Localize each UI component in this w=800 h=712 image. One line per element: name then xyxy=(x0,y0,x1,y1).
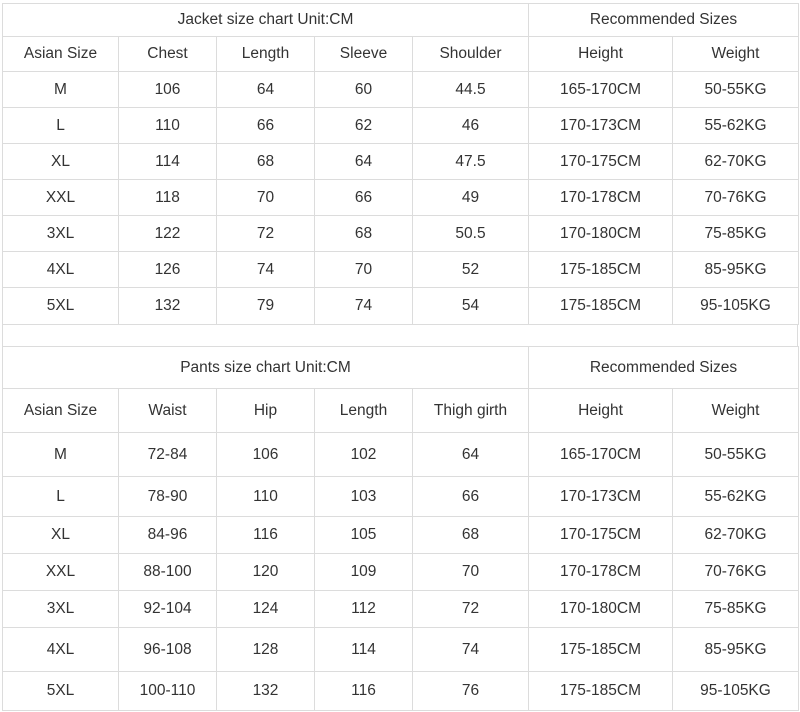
table-row xyxy=(3,554,799,591)
table-cell: XL xyxy=(3,144,119,180)
table-row xyxy=(3,180,799,216)
table-cell: 64 xyxy=(217,72,315,108)
table-cell: M xyxy=(3,433,119,477)
table-cell: 44.5 xyxy=(413,72,529,108)
table-cell: 100-110 xyxy=(119,672,217,711)
table-cell: 5XL xyxy=(3,288,119,325)
table-row xyxy=(3,144,799,180)
table-row xyxy=(3,591,799,628)
table-cell: 120 xyxy=(217,554,315,591)
table-cell: 70 xyxy=(217,180,315,216)
pants-recommended-title: Recommended Sizes xyxy=(529,347,799,389)
jacket-recommended-title: Recommended Sizes xyxy=(529,4,799,37)
table-cell: 50-55KG xyxy=(673,433,799,477)
table-cell: 78-90 xyxy=(119,477,217,517)
column-header: Asian Size xyxy=(3,389,119,433)
table-cell: 116 xyxy=(315,672,413,711)
table-row xyxy=(3,252,799,288)
table-cell: 52 xyxy=(413,252,529,288)
jacket-table-title: Jacket size chart Unit:CM xyxy=(3,4,529,37)
table-cell: 55-62KG xyxy=(673,108,799,144)
table-cell: XL xyxy=(3,517,119,554)
jacket-size-table xyxy=(2,3,799,325)
table-cell: 96-108 xyxy=(119,628,217,672)
table-cell: 106 xyxy=(217,433,315,477)
table-cell: 118 xyxy=(119,180,217,216)
table-cell: 68 xyxy=(413,517,529,554)
table-cell: 175-185CM xyxy=(529,672,673,711)
column-header: Asian Size xyxy=(3,37,119,72)
table-cell: 112 xyxy=(315,591,413,628)
jacket-title-row xyxy=(3,4,799,37)
table-cell: 128 xyxy=(217,628,315,672)
table-cell: XXL xyxy=(3,180,119,216)
table-cell: 68 xyxy=(315,216,413,252)
table-row xyxy=(3,433,799,477)
table-separator xyxy=(2,324,798,346)
table-cell: 106 xyxy=(119,72,217,108)
table-cell: 124 xyxy=(217,591,315,628)
table-row xyxy=(3,672,799,711)
column-header: Thigh girth xyxy=(413,389,529,433)
column-header: Hip xyxy=(217,389,315,433)
table-cell: 95-105KG xyxy=(673,288,799,325)
column-header: Length xyxy=(217,37,315,72)
table-cell: L xyxy=(3,108,119,144)
table-cell: M xyxy=(3,72,119,108)
table-cell: 170-175CM xyxy=(529,144,673,180)
column-header: Shoulder xyxy=(413,37,529,72)
table-cell: 165-170CM xyxy=(529,433,673,477)
table-cell: 72 xyxy=(413,591,529,628)
table-cell: 47.5 xyxy=(413,144,529,180)
table-cell: 132 xyxy=(119,288,217,325)
table-cell: 49 xyxy=(413,180,529,216)
table-cell: 175-185CM xyxy=(529,628,673,672)
table-cell: 105 xyxy=(315,517,413,554)
table-cell: 3XL xyxy=(3,591,119,628)
table-cell: 110 xyxy=(119,108,217,144)
table-cell: 110 xyxy=(217,477,315,517)
pants-header-row xyxy=(3,389,799,433)
table-row xyxy=(3,517,799,554)
table-cell: 79 xyxy=(217,288,315,325)
table-row xyxy=(3,288,799,325)
table-cell: 68 xyxy=(217,144,315,180)
table-cell: 92-104 xyxy=(119,591,217,628)
column-header: Chest xyxy=(119,37,217,72)
table-cell: 74 xyxy=(413,628,529,672)
table-cell: 66 xyxy=(413,477,529,517)
column-header: Weight xyxy=(673,389,799,433)
table-cell: 72 xyxy=(217,216,315,252)
column-header: Length xyxy=(315,389,413,433)
column-header: Weight xyxy=(673,37,799,72)
table-cell: 50-55KG xyxy=(673,72,799,108)
table-cell: 170-180CM xyxy=(529,591,673,628)
table-cell: 170-175CM xyxy=(529,517,673,554)
table-cell: 170-173CM xyxy=(529,477,673,517)
table-cell: 116 xyxy=(217,517,315,554)
table-cell: 70 xyxy=(413,554,529,591)
table-row xyxy=(3,477,799,517)
table-row xyxy=(3,628,799,672)
table-cell: 170-180CM xyxy=(529,216,673,252)
table-row xyxy=(3,72,799,108)
table-cell: 5XL xyxy=(3,672,119,711)
table-cell: 170-178CM xyxy=(529,554,673,591)
table-cell: 62-70KG xyxy=(673,517,799,554)
table-cell: 62 xyxy=(315,108,413,144)
table-cell: 126 xyxy=(119,252,217,288)
table-cell: 95-105KG xyxy=(673,672,799,711)
table-cell: 74 xyxy=(315,288,413,325)
table-cell: 103 xyxy=(315,477,413,517)
table-cell: 72-84 xyxy=(119,433,217,477)
table-cell: 75-85KG xyxy=(673,216,799,252)
column-header: Height xyxy=(529,389,673,433)
table-cell: 132 xyxy=(217,672,315,711)
table-cell: 109 xyxy=(315,554,413,591)
table-cell: 54 xyxy=(413,288,529,325)
table-cell: 170-178CM xyxy=(529,180,673,216)
table-cell: 64 xyxy=(413,433,529,477)
table-cell: 74 xyxy=(217,252,315,288)
table-cell: 60 xyxy=(315,72,413,108)
table-cell: 62-70KG xyxy=(673,144,799,180)
column-header: Waist xyxy=(119,389,217,433)
table-cell: 170-173CM xyxy=(529,108,673,144)
table-cell: 70-76KG xyxy=(673,180,799,216)
table-cell: 55-62KG xyxy=(673,477,799,517)
table-cell: 175-185CM xyxy=(529,288,673,325)
table-cell: 122 xyxy=(119,216,217,252)
table-cell: 114 xyxy=(119,144,217,180)
table-cell: 66 xyxy=(217,108,315,144)
pants-size-table xyxy=(2,346,799,711)
table-cell: 85-95KG xyxy=(673,628,799,672)
table-cell: 114 xyxy=(315,628,413,672)
column-header: Height xyxy=(529,37,673,72)
table-row xyxy=(3,108,799,144)
table-cell: 175-185CM xyxy=(529,252,673,288)
table-cell: 84-96 xyxy=(119,517,217,554)
column-header: Sleeve xyxy=(315,37,413,72)
table-cell: 50.5 xyxy=(413,216,529,252)
table-cell: 70 xyxy=(315,252,413,288)
table-cell: 76 xyxy=(413,672,529,711)
table-cell: 102 xyxy=(315,433,413,477)
table-cell: 75-85KG xyxy=(673,591,799,628)
table-cell: 165-170CM xyxy=(529,72,673,108)
table-cell: 70-76KG xyxy=(673,554,799,591)
table-cell: L xyxy=(3,477,119,517)
table-cell: 66 xyxy=(315,180,413,216)
table-cell: 46 xyxy=(413,108,529,144)
table-cell: 85-95KG xyxy=(673,252,799,288)
table-cell: 4XL xyxy=(3,628,119,672)
table-cell: XXL xyxy=(3,554,119,591)
pants-title-row xyxy=(3,347,799,389)
table-cell: 64 xyxy=(315,144,413,180)
table-row xyxy=(3,216,799,252)
jacket-header-row xyxy=(3,37,799,72)
table-cell: 3XL xyxy=(3,216,119,252)
pants-table-title: Pants size chart Unit:CM xyxy=(3,347,529,389)
table-cell: 88-100 xyxy=(119,554,217,591)
table-cell: 4XL xyxy=(3,252,119,288)
